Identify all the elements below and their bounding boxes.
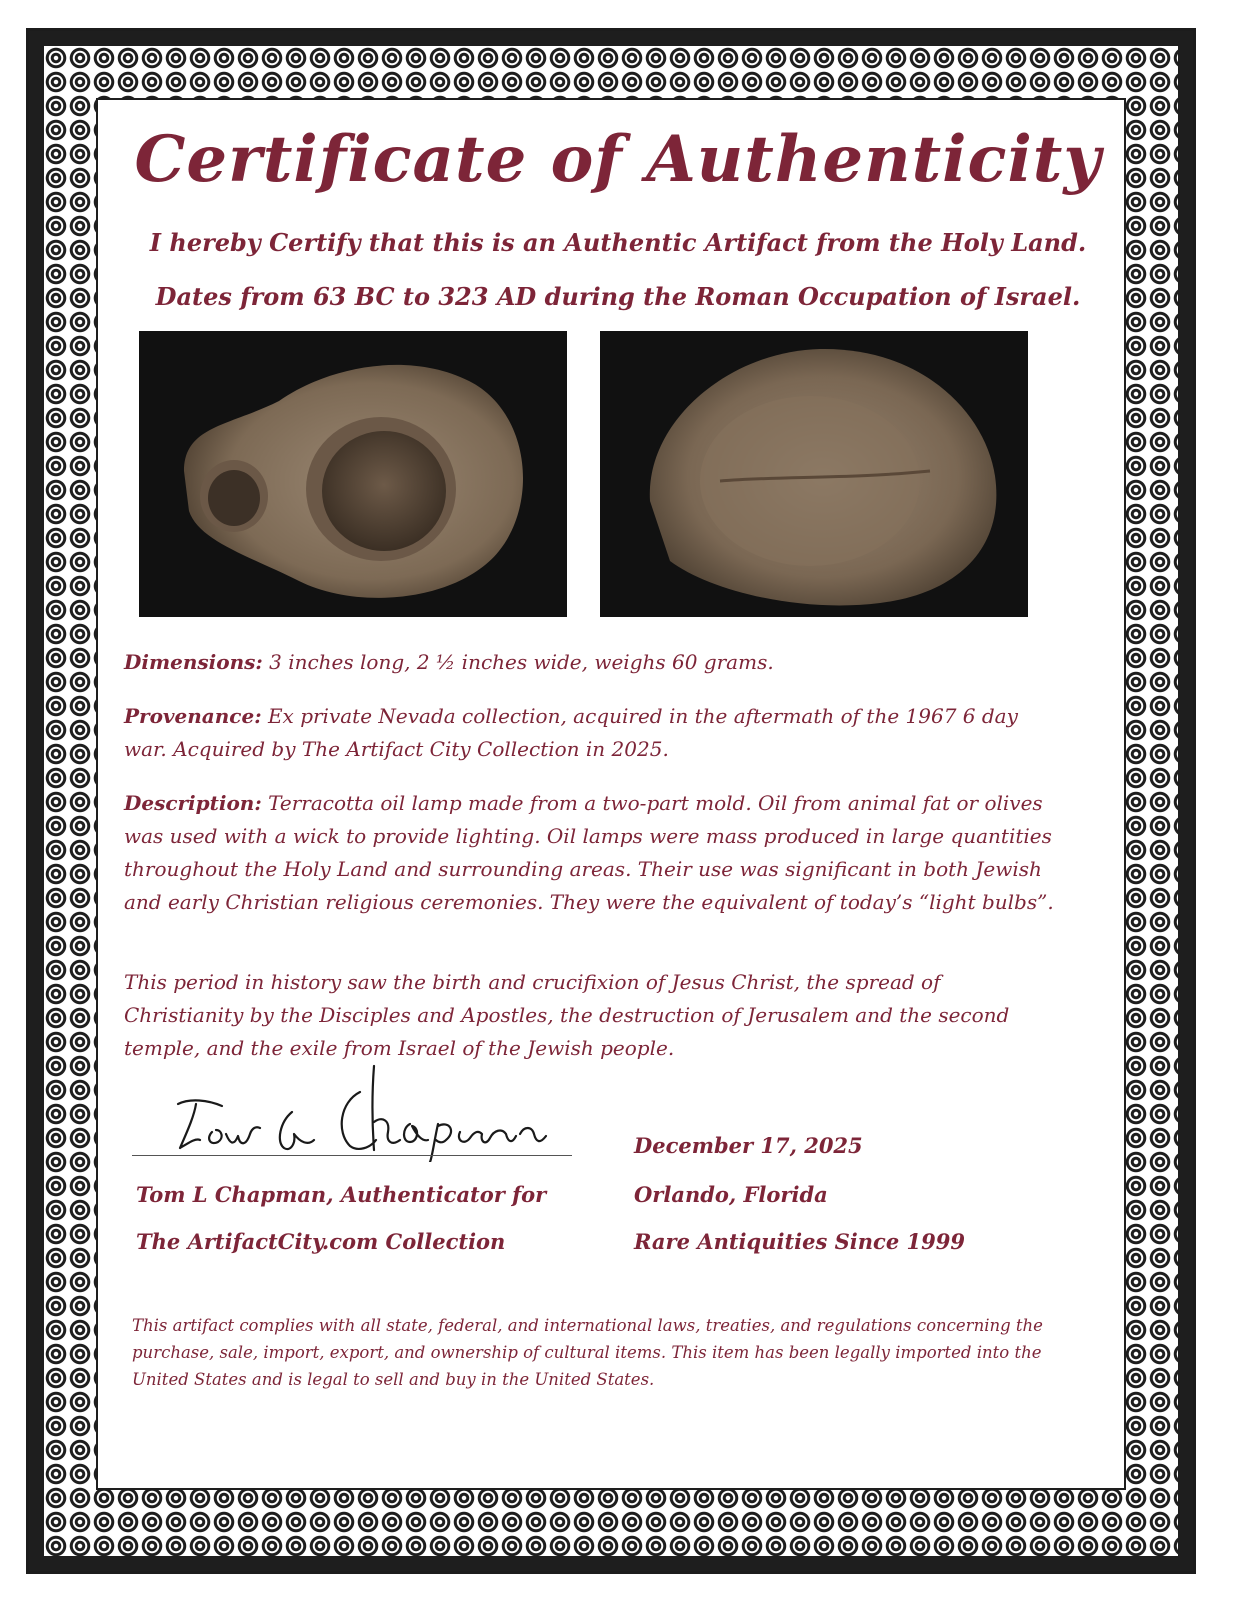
provenance-label: Provenance:: [124, 704, 262, 728]
signer-name-title: Tom L Chapman, Authenticator for: [136, 1182, 547, 1207]
dimensions-label: Dimensions:: [124, 650, 263, 674]
signature-line: [132, 1155, 572, 1156]
description-paragraph: [124, 787, 1054, 919]
description-label: Description:: [124, 791, 262, 815]
description-text: Terracotta oil lamp made from a two-part mold. Oil from animal fat or olives was used with a wick to provide lighting. Oil lamps were mass produced in large quantities throughout the Holy Land and surrounding areas. Their use was significant in both Jewish and early Christian religious ceremonies. They were the equivalent of today’s “light bulbs”.: [124, 791, 1054, 914]
history-text: This period in history saw the birth and crucifixion of Jesus Christ, the spread of Christianity by the Disciples and Apostles, the destruction of Jerusalem and the second temple, and the exile from Israel of the Jewish people.: [124, 970, 1010, 1060]
lamp-bottom-image: [600, 331, 1028, 617]
signature-drawing: [160, 1062, 560, 1162]
certificate-date: December 17, 2025: [634, 1133, 863, 1158]
dimensions-text: 3 inches long, 2 ½ inches wide, weighs 60 grams.: [262, 650, 774, 674]
provenance-paragraph: [124, 700, 1024, 766]
provenance-text: Ex private Nevada collection, acquired in the aftermath of the 1967 6 day war. Acquired by The Artifact City Collection in 2025.: [124, 704, 1018, 761]
dimensions-paragraph: [124, 646, 1064, 679]
lamp-top-image: [139, 331, 567, 617]
certificate-title: Certificate of Authenticity: [134, 122, 1102, 197]
legal-compliance-text: This artifact complies with all state, federal, and international laws, treaties, and regulations concerning the purchase, sale, import, export, and ownership of cultural items. This item has been legally imported into the United States and is legal to sell and buy in the United States.: [132, 1316, 1043, 1389]
lamp-top-photo: [139, 331, 567, 617]
handwritten-signature: [160, 1062, 560, 1166]
date-range-statement: Dates from 63 BC to 323 AD during the Roman Occupation of Israel.: [155, 282, 1081, 311]
certificate-location: Orlando, Florida: [634, 1182, 828, 1207]
signer-collection: The ArtifactCity.com Collection: [136, 1229, 506, 1254]
company-tagline: Rare Antiquities Since 1999: [634, 1229, 965, 1254]
history-paragraph: [124, 966, 1054, 1065]
lamp-bottom-photo: [600, 331, 1028, 617]
certify-statement: I hereby Certify that this is an Authentic Artifact from the Holy Land.: [149, 228, 1087, 257]
